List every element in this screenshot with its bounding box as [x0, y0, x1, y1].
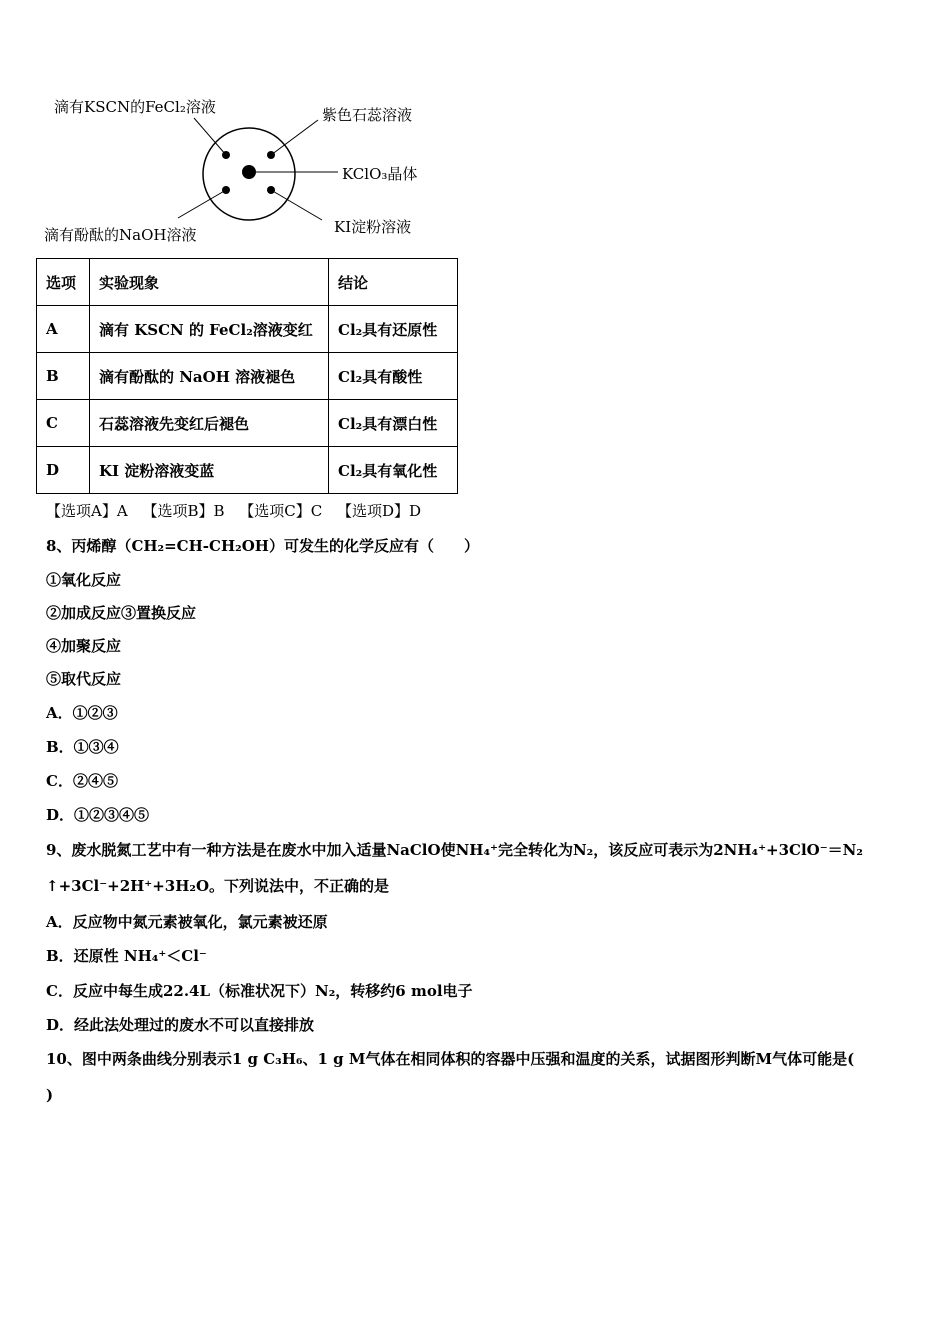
label-naoh: 滴有酚酞的NaOH溶液 — [44, 226, 197, 244]
pointer-bottom-right — [271, 190, 322, 220]
q8-choice-b[interactable]: B．①③④ — [46, 738, 119, 756]
q9-choice-c[interactable]: C．反应中每生成22.4L（标准状况下）N₂，转移约6 mol电子 — [46, 982, 473, 1000]
row-phenomenon: 滴有酚酞的 NaOH 溶液褪色 — [90, 353, 329, 400]
q8-item-3: ④加聚反应 — [46, 637, 122, 655]
label-ki: KI淀粉溶液 — [334, 218, 412, 236]
q8-choice-d[interactable]: D．①②③④⑤ — [46, 806, 150, 824]
q8-stem: 8、丙烯醇（CH₂=CH-CH₂OH）可发生的化学反应有（ ） — [46, 537, 479, 555]
table-header-row — [37, 259, 458, 306]
row-conclusion: Cl₂具有还原性 — [329, 306, 458, 353]
header-option: 选项 — [37, 259, 90, 306]
q9-stem-line2: ↑+3Cl⁻+2H⁺+3H₂O。下列说法中，不正确的是 — [46, 877, 390, 895]
q8-choice-a[interactable]: A．①②③ — [46, 704, 118, 722]
row-option: B — [37, 353, 90, 400]
answer-option-d[interactable]: 【选项D】D — [337, 502, 422, 520]
label-kclo3: KClO₃晶体 — [342, 165, 418, 183]
row-option: D — [37, 447, 90, 494]
experiment-table — [36, 258, 458, 494]
pointer-bottom-left — [178, 190, 226, 218]
q9-stem-line1: 9、废水脱氮工艺中有一种方法是在废水中加入适量NaClO使NH₄⁺完全转化为N₂，该反应可表示为2NH₄⁺+3ClO⁻＝N₂ — [46, 841, 863, 859]
answer-option-a[interactable]: 【选项A】A — [46, 502, 128, 520]
row-conclusion: Cl₂具有漂白性 — [329, 400, 458, 447]
q9-choice-d[interactable]: D．经此法处理过的废水不可以直接排放 — [46, 1016, 315, 1034]
q9-choice-a[interactable]: A．反应物中氮元素被氧化，氯元素被还原 — [46, 913, 328, 931]
experiment-diagram — [40, 90, 460, 250]
q8-item-1: ①氧化反应 — [46, 571, 122, 589]
q10-stem-line1: 10、图中两条曲线分别表示1 g C₃H₆、1 g M气体在相同体积的容器中压强和温度的关系，试据图形判断M气体可能是( — [46, 1050, 855, 1068]
header-conclusion: 结论 — [329, 259, 458, 306]
q8-item-4: ⑤取代反应 — [46, 670, 122, 688]
q10-stem-line2: ) — [46, 1086, 54, 1104]
table-row — [37, 306, 458, 353]
q9-choice-b[interactable]: B．还原性 NH₄⁺＜Cl⁻ — [46, 947, 207, 965]
table-row — [37, 447, 458, 494]
header-phenomenon: 实验现象 — [90, 259, 329, 306]
row-conclusion: Cl₂具有氧化性 — [329, 447, 458, 494]
answer-option-b[interactable]: 【选项B】B — [142, 502, 225, 520]
row-conclusion: Cl₂具有酸性 — [329, 353, 458, 400]
answer-options — [46, 500, 431, 521]
q8-choice-c[interactable]: C．②④⑤ — [46, 772, 118, 790]
row-option: A — [37, 306, 90, 353]
row-option: C — [37, 400, 90, 447]
table-row — [37, 353, 458, 400]
row-phenomenon: 滴有 KSCN 的 FeCl₂溶液变红 — [90, 306, 329, 353]
label-fecl2: 滴有KSCN的FeCl₂溶液 — [54, 98, 216, 116]
answer-option-c[interactable]: 【选项C】C — [239, 502, 323, 520]
table-row — [37, 400, 458, 447]
row-phenomenon: 石蕊溶液先变红后褪色 — [90, 400, 329, 447]
kclo3-crystal — [242, 165, 256, 179]
row-phenomenon: KI 淀粉溶液变蓝 — [90, 447, 329, 494]
label-litmus: 紫色石蕊溶液 — [322, 106, 413, 124]
q8-item-2: ②加成反应③置换反应 — [46, 604, 197, 622]
